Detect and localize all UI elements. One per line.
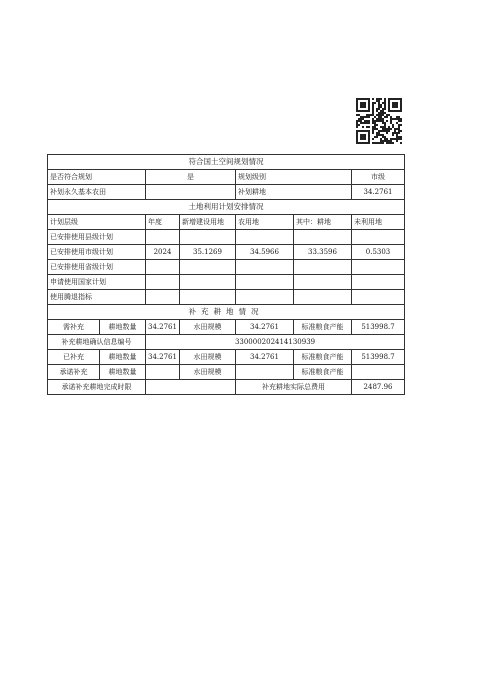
- need-qty-label: 耕地数量: [100, 320, 146, 335]
- promise-paddy-value: [236, 365, 294, 380]
- col-header-new-construction: 新增建设用地: [180, 215, 236, 230]
- plan-row-unused: [352, 275, 405, 290]
- need-paddy-value: 34.2761: [236, 320, 294, 335]
- section3-title-row: [48, 305, 405, 320]
- done-paddy-label: 水田规模: [180, 350, 236, 365]
- plan-row-unused: [352, 230, 405, 245]
- need-paddy-label: 水田规模: [180, 320, 236, 335]
- plan-row-farm: [236, 260, 294, 275]
- col-header-level: 计划层级: [48, 215, 146, 230]
- promise-paddy-label: 水田规模: [180, 365, 236, 380]
- basic-farmland-value: [146, 185, 236, 200]
- done-paddy-value: 34.2761: [236, 350, 294, 365]
- plan-row-unused: 0.5303: [352, 245, 405, 260]
- plan-row-farm: [236, 275, 294, 290]
- need-qty-value: 34.2761: [146, 320, 180, 335]
- planning-compliance-label: 是否符合规划: [48, 170, 146, 185]
- done-qty-value: 34.2761: [146, 350, 180, 365]
- plan-row-arable: [294, 290, 352, 305]
- plan-row-unused: [352, 290, 405, 305]
- col-header-arable: 其中：耕地: [294, 215, 352, 230]
- plan-row-arable: [294, 260, 352, 275]
- plan-row-farm: 34.5966: [236, 245, 294, 260]
- total-cost-label: 补充耕地实际总费用: [236, 380, 352, 395]
- promise-grain-value: [352, 365, 405, 380]
- plan-row-label: 已安排使用市级计划: [48, 245, 146, 260]
- section2-title: 土地利用计划安排情况: [48, 200, 405, 215]
- confirm-number-row: [48, 335, 405, 350]
- done-label: 已补充: [48, 350, 100, 365]
- promise-qty-label: 耕地数量: [100, 365, 146, 380]
- basic-farmland-label: 补划永久基本农田: [48, 185, 146, 200]
- plan-header-row: [48, 215, 405, 230]
- confirm-number-value: 330000202414130939: [146, 335, 405, 350]
- plan-row-new: [180, 260, 236, 275]
- need-grain-label: 标准粮食产能: [294, 320, 352, 335]
- plan-row-label: 已安排使用县级计划: [48, 230, 146, 245]
- need-grain-value: 513998.7: [352, 320, 405, 335]
- plan-row-national: [48, 275, 405, 290]
- total-cost-value: 2487.96: [352, 380, 405, 395]
- section2-title-row: [48, 200, 405, 215]
- deadline-cost-row: [48, 380, 405, 395]
- planning-compliance-value: 是: [146, 170, 236, 185]
- promise-label: 承诺补充: [48, 365, 100, 380]
- plan-row-vacated: [48, 290, 405, 305]
- promise-qty-value: [146, 365, 180, 380]
- plan-row-city: [48, 245, 405, 260]
- plan-row-label: 使用腾退指标: [48, 290, 146, 305]
- deadline-value: [146, 380, 236, 395]
- section1-title: 符合国土空间规划情况: [48, 155, 405, 170]
- plan-row-unused: [352, 260, 405, 275]
- need-label: 需补充: [48, 320, 100, 335]
- plan-row-new: [180, 275, 236, 290]
- plan-row-arable: 33.3596: [294, 245, 352, 260]
- plan-row-year: 2024: [146, 245, 180, 260]
- planning-row-1: [48, 170, 405, 185]
- plan-row-farm: [236, 230, 294, 245]
- plan-row-new: [180, 230, 236, 245]
- done-qty-label: 耕地数量: [100, 350, 146, 365]
- section1-title-row: [48, 155, 405, 170]
- plan-row-label: 申请使用国家计划: [48, 275, 146, 290]
- supplement-arable-label: 补划耕地: [236, 185, 352, 200]
- qr-code: [356, 98, 402, 144]
- plan-row-farm: [236, 290, 294, 305]
- plan-row-province: [48, 260, 405, 275]
- col-header-year: 年度: [146, 215, 180, 230]
- plan-row-label: 已安排使用省级计划: [48, 260, 146, 275]
- plan-row-year: [146, 260, 180, 275]
- planning-level-label: 规划级别: [236, 170, 352, 185]
- confirm-number-label: 补充耕地确认信息编号: [48, 335, 146, 350]
- supplement-promise-row: [48, 365, 405, 380]
- plan-row-year: [146, 230, 180, 245]
- col-header-farmland: 农用地: [236, 215, 294, 230]
- done-grain-value: 513998.7: [352, 350, 405, 365]
- planning-row-2: [48, 185, 405, 200]
- plan-row-arable: [294, 275, 352, 290]
- promise-grain-label: 标准粮食产能: [294, 365, 352, 380]
- planning-level-value: 市级: [352, 170, 405, 185]
- land-use-form-table: [47, 154, 405, 395]
- plan-row-year: [146, 290, 180, 305]
- plan-row-arable: [294, 230, 352, 245]
- supplement-arable-value: 34.2761: [352, 185, 405, 200]
- supplement-need-row: [48, 320, 405, 335]
- plan-row-new: 35.1269: [180, 245, 236, 260]
- deadline-label: 承诺补充耕地完成时限: [48, 380, 146, 395]
- col-header-unused: 未利用地: [352, 215, 405, 230]
- supplement-done-row: [48, 350, 405, 365]
- done-grain-label: 标准粮食产能: [294, 350, 352, 365]
- section3-title: 补充耕地情况: [48, 305, 405, 320]
- plan-row-new: [180, 290, 236, 305]
- plan-row-year: [146, 275, 180, 290]
- plan-row-county: [48, 230, 405, 245]
